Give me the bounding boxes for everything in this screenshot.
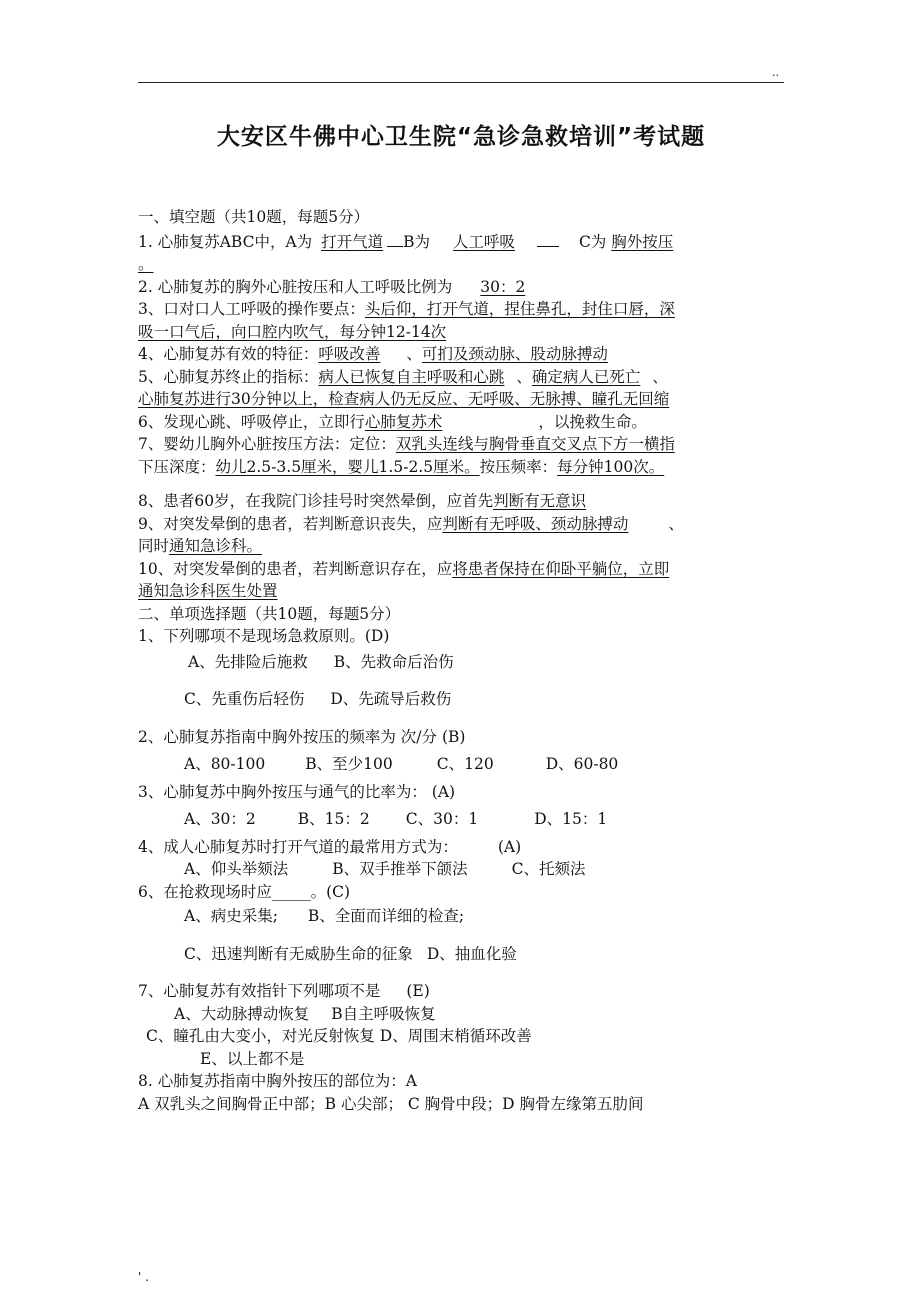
s2-q1-options-cd — [138, 688, 788, 711]
page-title: 大安区牛佛中心卫生院“急诊急救培训”考试题 — [216, 124, 706, 150]
s1-q1 — [138, 229, 788, 254]
s1-q4-answer-1: 呼吸改善 — [318, 345, 381, 363]
section1-heading: 一、填空题（共10题，每题5分） — [138, 208, 370, 226]
s1-q1-answer-c: 胸外按压 — [611, 232, 674, 251]
s1-q6: 6、发现心跳、呼吸停止，立即行心肺复苏术 ，以挽救生命。 — [138, 412, 647, 431]
s1-q6-answer: 心肺复苏术 — [364, 412, 443, 431]
header-rule — [138, 82, 784, 83]
s1-q10-line2 — [138, 580, 788, 603]
s1-q8: 8、患者60岁，在我院门诊挂号时突然晕倒，应首先判断有无意识 — [138, 490, 788, 513]
s1-q3-line2 — [138, 321, 788, 344]
s1-q5: 5、心肺复苏终止的指标：病人已恢复自主呼吸和心跳 、确定病人已死亡 、 — [138, 367, 668, 386]
s2-q7-options-cd: C、瞳孔由大变小，对光反射恢复 D、周围末梢循环改善 — [146, 1027, 532, 1045]
s1-q4-answer-2: 可扪及颈动脉、股动脉搏动 — [421, 345, 608, 363]
s1-q5-answer-3: 心肺复苏进行30分钟以上，检查病人仍无反应、无呼吸、无脉搏、瞳孔无回缩 — [138, 390, 670, 408]
s2-q7-answer: (E) — [406, 982, 430, 1000]
s2-q3-options: A、30：2 B、15：2 C、30：1 D、15：1 — [184, 810, 608, 828]
s2-q6: 6、在抢救现场时应_____。(C) — [138, 882, 351, 901]
exam-body — [138, 206, 788, 1115]
header-dots: .. — [772, 66, 779, 79]
s1-q5-answer-1: 病人已恢复自主呼吸和心跳 — [318, 367, 505, 386]
s1-q10-answer-1: 将患者保持在仰卧平躺位，立即 — [452, 559, 670, 578]
s1-q9-line2: 同时通知急诊科。 — [138, 535, 788, 558]
s2-q7: 7、心肺复苏有效指针下列哪项不是 (E) — [138, 982, 430, 1000]
s1-q1-answer-a: 打开气道 — [321, 232, 384, 251]
s1-q1-prompt-b: B为 — [403, 232, 435, 251]
option-d: D、先疏导后救伤 — [330, 690, 452, 708]
s1-q1-answer-b: 人工呼吸 — [452, 232, 515, 251]
option-c: C、先重伤后轻伤 — [184, 690, 305, 708]
option-a: A、先排险后施救 — [188, 652, 308, 671]
s2-q4-answer: (A) — [497, 837, 522, 856]
s1-q10-answer-2: 通知急诊科医生处置 — [138, 582, 278, 600]
s2-q8: 8. 心肺复苏指南中胸外按压的部位为：A — [138, 1072, 417, 1090]
s1-q9-answer-1: 判断有无呼吸、颈动脉搏动 — [442, 514, 629, 533]
s1-q3-answer-1: 头后仰，打开气道，捏住鼻孔，封住口唇，深 — [364, 300, 675, 318]
s1-q7: 7、婴幼儿胸外心脏按压方法：定位：双乳头连线与胸骨垂直交叉点下方一横指 — [138, 435, 675, 453]
footer-mark: ' . — [138, 1270, 149, 1284]
s1-q2: 2. 心肺复苏的胸外心脏按压和人工呼吸比例为 30：2 — [138, 276, 788, 299]
s2-q4: 4、成人心肺复苏时打开气道的最常用方式为： (A) — [138, 837, 522, 856]
s1-q7-line2: 下压深度：幼儿2.5-3.5厘米，婴儿1.5-2.5厘米。按压频率：每分钟100次。 — [138, 457, 665, 476]
s1-q5-answer-2: 确定病人已死亡 — [531, 367, 641, 386]
s1-q8-answer: 判断有无意识 — [493, 492, 587, 510]
s1-q7-answer-1: 双乳头连线与胸骨垂直交叉点下方一横指 — [395, 435, 675, 453]
s2-q6-options-cd: C、迅速判断有无威胁生命的征象 D、抽血化验 — [184, 944, 517, 963]
s1-q7-answer-3: 每分钟100次。 — [557, 457, 665, 476]
s2-q1-options-ab — [138, 651, 788, 674]
s2-q2: 2、心肺复苏指南中胸外按压的频率为 次/分 (B) — [138, 727, 466, 746]
s1-q9-answer-2: 通知急诊科。 — [169, 537, 263, 555]
s1-q7-answer-2: 幼儿2.5-3.5厘米，婴儿1.5-2.5厘米。 — [215, 457, 480, 476]
s1-q1-prompt-a: 1. 心肺复苏ABC中，A为 — [138, 232, 318, 251]
s1-q5-line2 — [138, 388, 788, 411]
s2-q3: 3、心肺复苏中胸外按压与通气的比率为： (A) — [138, 782, 456, 801]
s2-q7-options-ab: A、大动脉搏动恢复 B自主呼吸恢复 — [174, 1004, 436, 1023]
s1-q2-answer: 30：2 — [480, 277, 526, 296]
s2-q4-options: A、仰头举颏法 B、双手推举下颌法 C、托颏法 — [184, 860, 586, 878]
s1-q1-end: 。 — [138, 255, 154, 273]
s1-q3-answer-2: 吸一口气后，向口腔内吹气，每分钟12-14次 — [138, 322, 447, 341]
s2-q7-option-e: E、以上都不是 — [200, 1049, 305, 1068]
s1-q10: 10、对突发晕倒的患者，若判断意识存在，应将患者保持在仰卧平躺位，立即 — [138, 559, 670, 578]
option-b: B、先救命后治伤 — [333, 652, 454, 671]
s2-q2-options: A、80-100 B、至少100 C、120 D、60-80 — [184, 755, 619, 773]
s1-q1-prompt-c: C为 — [578, 232, 612, 251]
s2-q6-options-ab: A、病史采集; B、全面而详细的检查; — [184, 907, 465, 925]
section2-heading: 二、单项选择题（共10题，每题5分） — [138, 604, 401, 623]
s1-q3: 3、口对口人工呼吸的操作要点：头后仰，打开气道，捏住鼻孔，封住口唇，深 — [138, 300, 675, 318]
s2-q1: 1、下列哪项不是现场急救原则。(D) — [138, 627, 390, 645]
s2-q8-options: A 双乳头之间胸骨正中部；B 心尖部； C 胸骨中段；D 胸骨左缘第五肋间 — [138, 1094, 644, 1113]
s1-q9: 9、对突发晕倒的患者，若判断意识丧失，应判断有无呼吸、颈动脉搏动 、 — [138, 514, 684, 533]
s1-q4: 4、心肺复苏有效的特征：呼吸改善 、可扪及颈动脉、股动脉搏动 — [138, 343, 788, 366]
